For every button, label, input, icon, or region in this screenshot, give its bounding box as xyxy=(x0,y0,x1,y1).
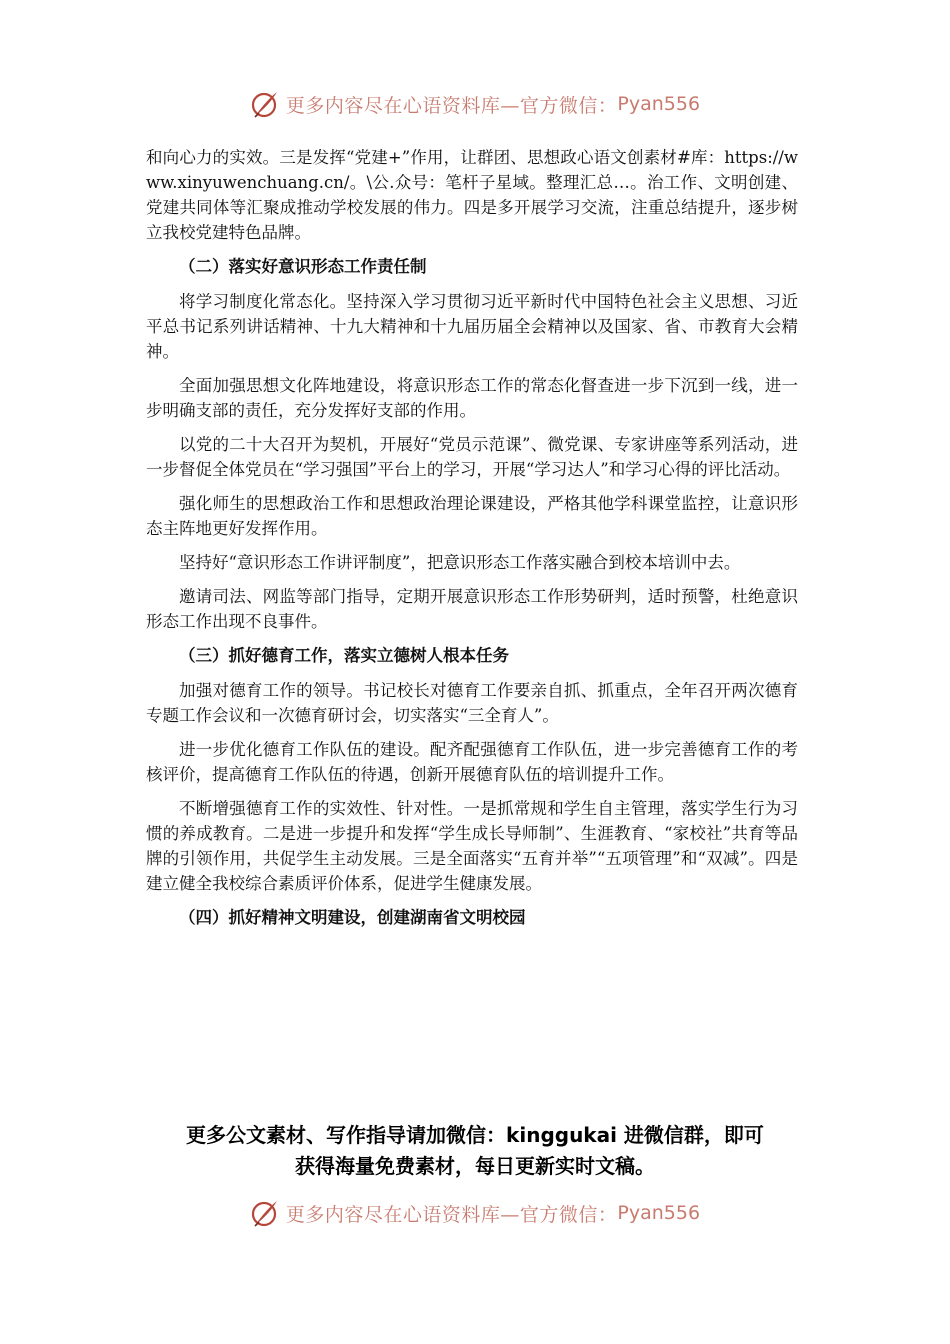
footer-watermark xyxy=(0,1195,950,1231)
document-body xyxy=(146,145,798,940)
promo-line-1: 更多公文素材、写作指导请加微信：kinggukai 进微信群，即可 xyxy=(186,1123,764,1147)
quill-logo-icon xyxy=(250,89,280,119)
watermark-text: 更多内容尽在心语资料库—官方微信： xyxy=(285,94,618,117)
section-heading: （三）抓好德育工作，落实立德树人根本任务 xyxy=(179,646,509,665)
watermark-text: 更多内容尽在心语资料库—官方微信： xyxy=(285,1203,618,1226)
section-heading: （四）抓好精神文明建设，创建湖南省文明校园 xyxy=(179,908,526,927)
paragraph: 强化师生的思想政治工作和思想政治理论课建设，严格其他学科课堂监控，让意识形态主阵地更好发挥作用。 xyxy=(146,494,798,538)
section-heading: （二）落实好意识形态工作责任制 xyxy=(179,257,427,276)
watermark-wechat-id: Pyan556 xyxy=(617,1202,701,1224)
paragraph: 进一步优化德育工作队伍的建设。配齐配强德育工作队伍，进一步完善德育工作的考核评价，提高德育工作队伍的待遇，创新开展德育队伍的培训提升工作。 xyxy=(146,740,798,784)
paragraph: 以党的二十大召开为契机，开展好“党员示范课”、微党课、专家讲座等系列活动，进一步督促全体党员在“学习强国”平台上的学习，开展“学习达人”和学习心得的评比活动。 xyxy=(146,435,798,479)
promo-line-2: 获得海量免费素材，每日更新实时文稿。 xyxy=(295,1154,655,1178)
paragraph: 不断增强德育工作的实效性、针对性。一是抓常规和学生自主管理，落实学生行为习惯的养成教育。二是进一步提升和发挥“学生成长导师制”、生涯教育、“家校社”共育等品牌的引领作用，共促学生主动发展。三是全面落实“五育并举”“五项管理”和“双减”。四是建立健全我校综合素质评价体系，促进学生健康发展。 xyxy=(146,799,798,893)
watermark-wechat-id: Pyan556 xyxy=(617,93,701,115)
paragraph: 坚持好“意识形态工作讲评制度”，把意识形态工作落实融合到校本培训中去。 xyxy=(179,553,741,572)
paragraph: 邀请司法、网监等部门指导，定期开展意识形态工作形势研判，适时预警，杜绝意识形态工作出现不良事件。 xyxy=(146,587,798,631)
paragraph: 和向心力的实效。三是发挥“党建+”作用，让群团、思想政心语文创素材#库：https://www.xinyuwenchuang.cn/。\公.众号：笔杆子星域。整理汇总…。治工作、文明创建、党建共同体等汇聚成推动学校发展的伟力。四是多开展学习交流，注重总结提升，逐步树立我校党建特色品牌。 xyxy=(146,148,798,242)
paragraph: 加强对德育工作的领导。书记校长对德育工作要亲自抓、抓重点，全年召开两次德育专题工作会议和一次德育研讨会，切实落实“三全育人”。 xyxy=(146,681,798,725)
paragraph: 将学习制度化常态化。坚持深入学习贯彻习近平新时代中国特色社会主义思想、习近平总书记系列讲话精神、十九大精神和十九届历届全会精神以及国家、省、市教育大会精神。 xyxy=(146,292,798,361)
promo-banner xyxy=(110,1120,840,1182)
quill-logo-icon xyxy=(250,1198,280,1228)
header-watermark xyxy=(0,86,950,122)
paragraph: 全面加强思想文化阵地建设，将意识形态工作的常态化督查进一步下沉到一线，进一步明确支部的责任，充分发挥好支部的作用。 xyxy=(146,376,798,420)
